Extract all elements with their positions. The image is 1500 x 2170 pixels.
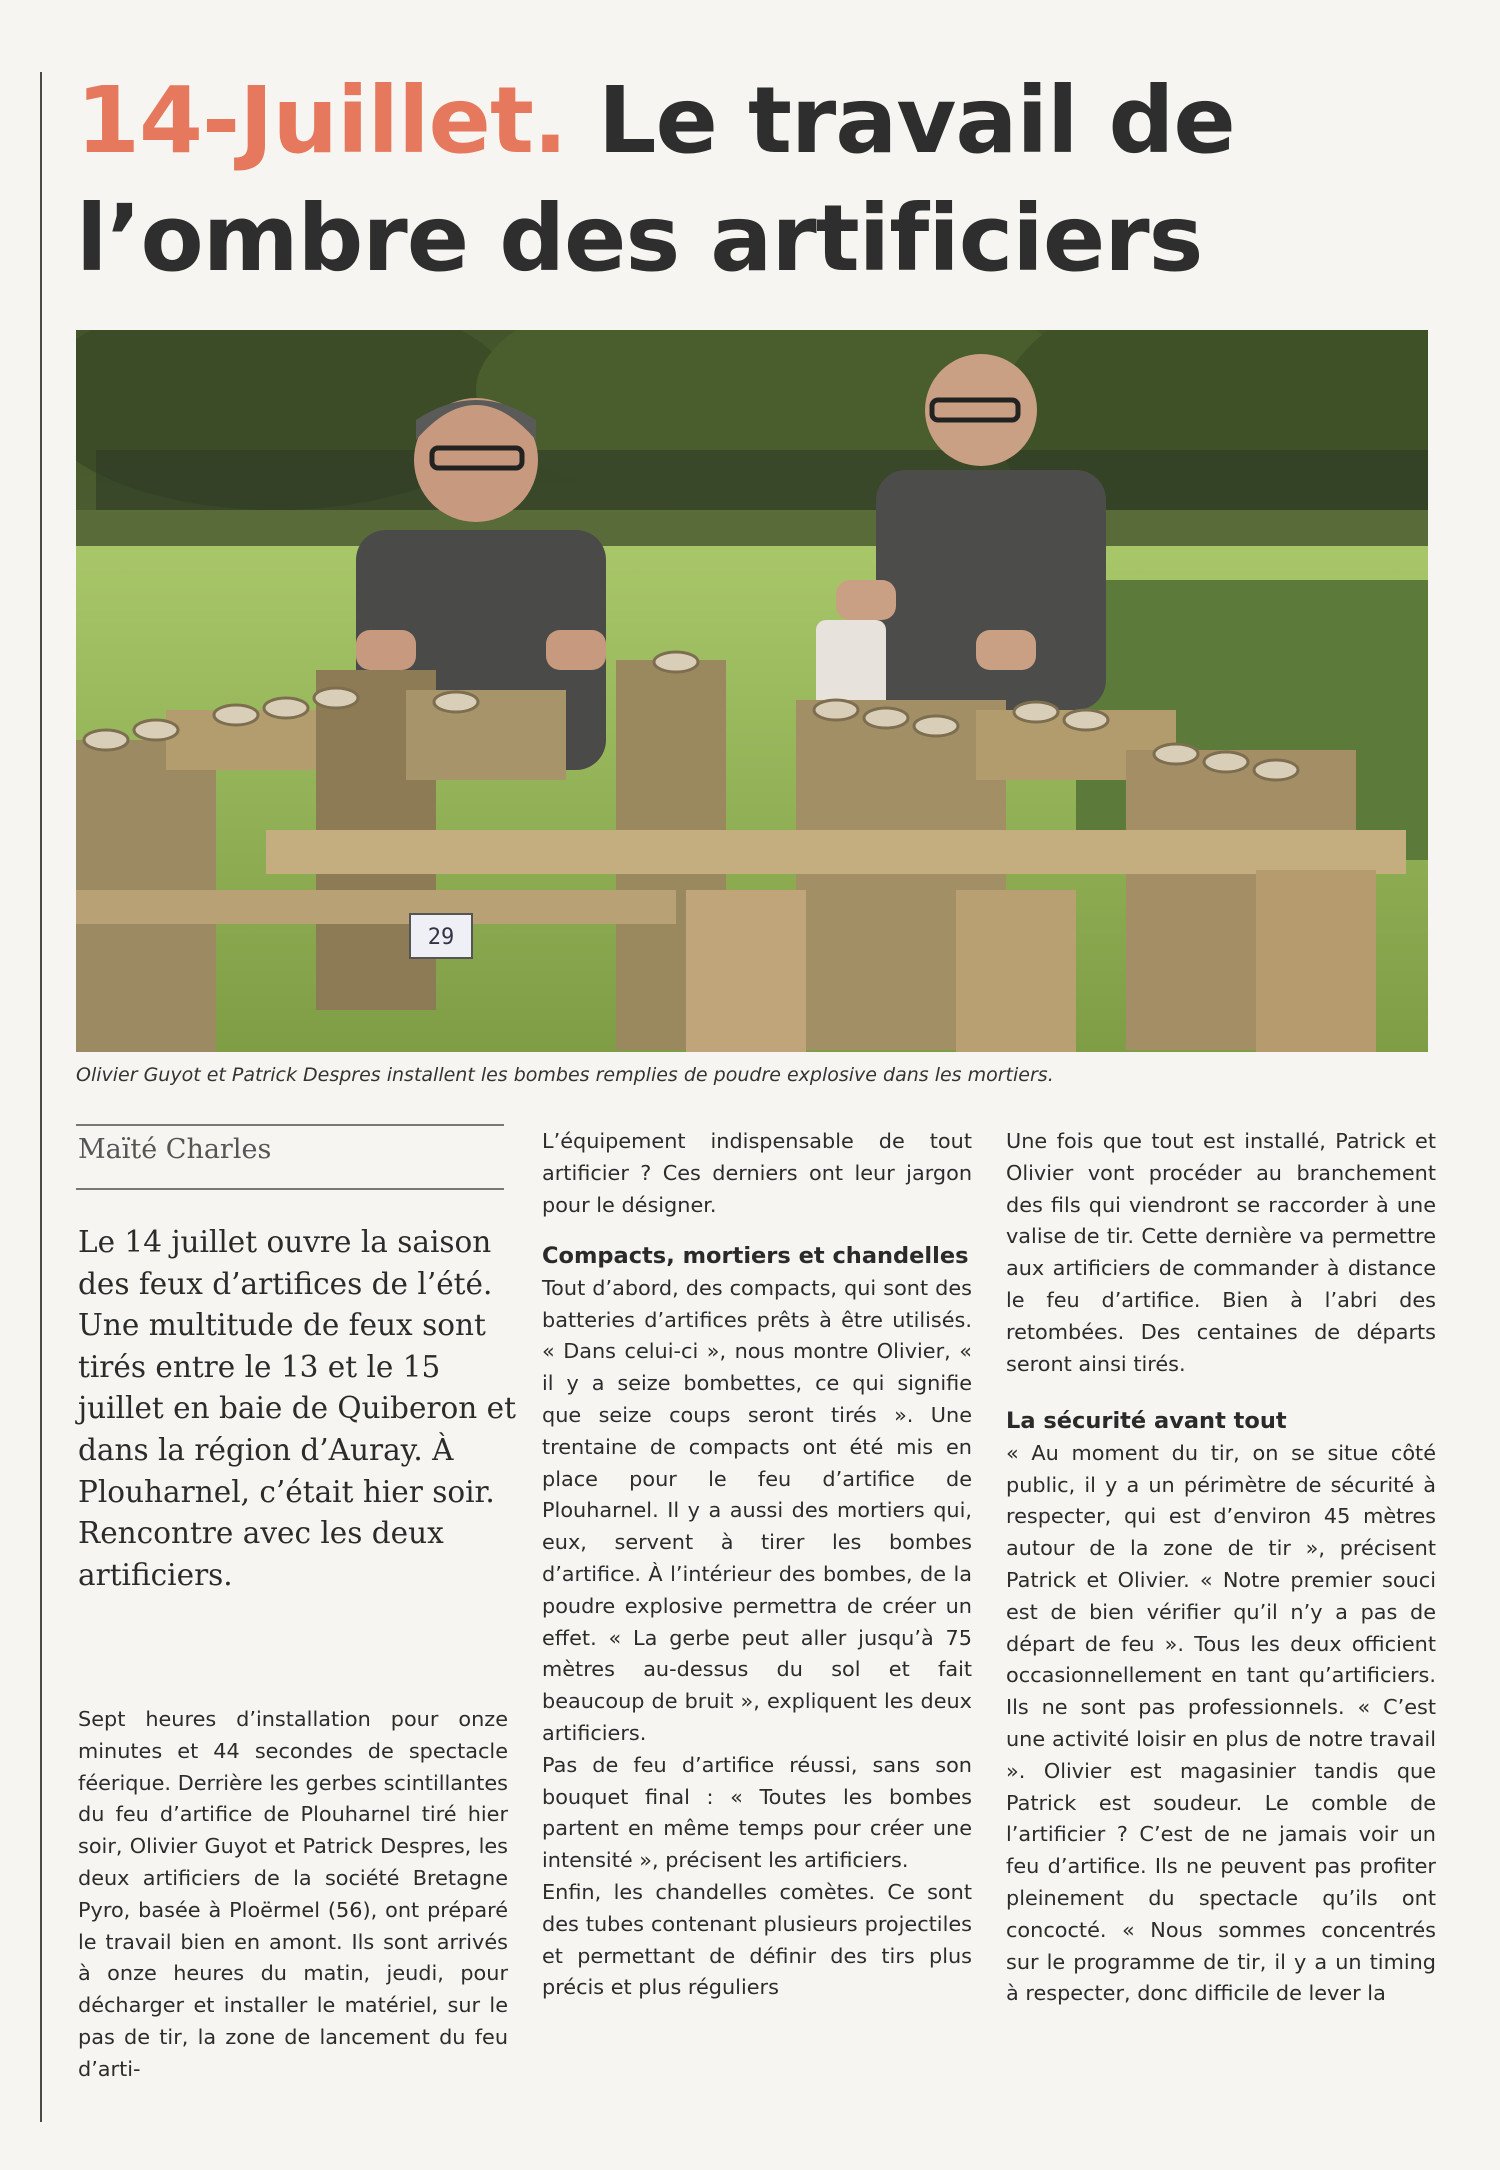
subheading-securite: La sécurité avant tout xyxy=(1006,1408,1287,1435)
article-column-1 xyxy=(78,1704,508,2086)
post-label-text: 29 xyxy=(427,925,455,950)
headline xyxy=(76,62,1456,298)
article-photo xyxy=(76,330,1428,1052)
headline-kicker: 14-Juillet. xyxy=(76,67,567,174)
subheading-compacts: Compacts, mortiers et chandelles xyxy=(542,1243,969,1270)
headline-title: Le travail de l’ombre des artificiers xyxy=(76,67,1235,292)
column-rule xyxy=(40,72,42,2122)
photo-caption: Olivier Guyot et Patrick Despres installent les bombes remplies de poudre explosive dans les mortiers. xyxy=(76,1064,1054,1086)
column2-paragraph-1: L’équipement indispensable de tout artificier ? Ces derniers ont leur jargon pour le désigner. xyxy=(542,1129,972,1217)
author-rule-bottom xyxy=(76,1188,504,1190)
column2-paragraph-4: Enfin, les chandelles comètes. Ce sont des tubes contenant plusieurs projectiles et permettant de définir des tirs plus précis et plus réguliers xyxy=(542,1880,972,2000)
article-lead: Le 14 juillet ouvre la saison des feux d’artifices de l’été. Une multitude de feux sont tirés entre le 13 et le 15 juillet en baie de Quiberon et dans la région d’Auray. À Plouharnel, c’était hier soir. Rencontre avec les deux artificiers. xyxy=(78,1225,516,1592)
author-rule-top xyxy=(76,1124,504,1126)
author-byline: Maïté Charles xyxy=(78,1134,272,1165)
column3-paragraph-1: Une fois que tout est installé, Patrick et Olivier vont procéder au branchement des fils qui viendront se raccorder à une valise de tir. Cette dernière va permettre aux artificiers de commander à distance le feu d’artifice. Bien à l’abri des retombées. Des centaines de départs seront ainsi tirés. xyxy=(1006,1129,1436,1376)
photo-illustration xyxy=(76,330,1428,1052)
fence xyxy=(96,450,1428,510)
column1-paragraph-1: Sept heures d’installation pour onze minutes et 44 secondes de spectacle féerique. Derrière les gerbes scintillantes du feu d’artifice de Plouharnel tiré hier soir, Olivier Guyot et Patrick Despres, les deux artificiers de la société Bretagne Pyro, basée à Ploërmel (56), ont préparé le travail bien en amont. Ils sont arrivés à onze heures du matin, jeudi, pour décharger et installer le matériel, sur le pas de tir, la zone de lancement du feu d’arti- xyxy=(78,1707,508,2081)
column3-paragraph-2: « Au moment du tir, on se situe côté public, il y a un périmètre de sécurité à respecter, qui est d’environ 45 mètres autour de la zone de tir », précisent Patrick et Olivier. « Notre premier souci est de bien vérifier qu’il n’y a pas de départ de feu ». Tous les deux officient occasionnellement en tant qu’artificiers. Ils ne sont pas professionnels. « C’est une activité loisir en plus de notre travail ». Olivier est magasinier tandis que Patrick est soudeur. Le comble de l’artificier ? C’est de ne jamais voir un feu d’artifice. Ils ne peuvent pas profiter pleinement du spectacle qu’ils ont concocté. « Nous sommes concentrés sur le programme de tir, il y a un timing à respecter, donc difficile de lever la xyxy=(1006,1440,1436,2006)
article-column-2 xyxy=(542,1126,972,2004)
column2-paragraph-2: Tout d’abord, des compacts, qui sont des batteries d’artifices prêts à être utilisés. « Dans celui-ci », nous montre Olivier, « il y a seize bombettes, ce qui signifie que seize coups seront tirés ». Une trentaine de compacts ont été mis en place pour le feu d’artifice de Plouharnel. Il y a aussi des mortiers qui, eux, servent à tirer les bombes d’artifice. À l’intérieur des bombes, de la poudre explosive permettra de créer un effet. « La gerbe peut aller jusqu’à 75 mètres au-dessus du sol et fait beaucoup de bruit », expliquent les deux artificiers. xyxy=(542,1275,972,1746)
article-column-3 xyxy=(1006,1126,1436,2010)
column2-paragraph-3: Pas de feu d’artifice réussi, sans son bouquet final : « Toutes les bombes partent en même temps pour créer une intensité », précisent les artificiers. xyxy=(542,1752,972,1873)
